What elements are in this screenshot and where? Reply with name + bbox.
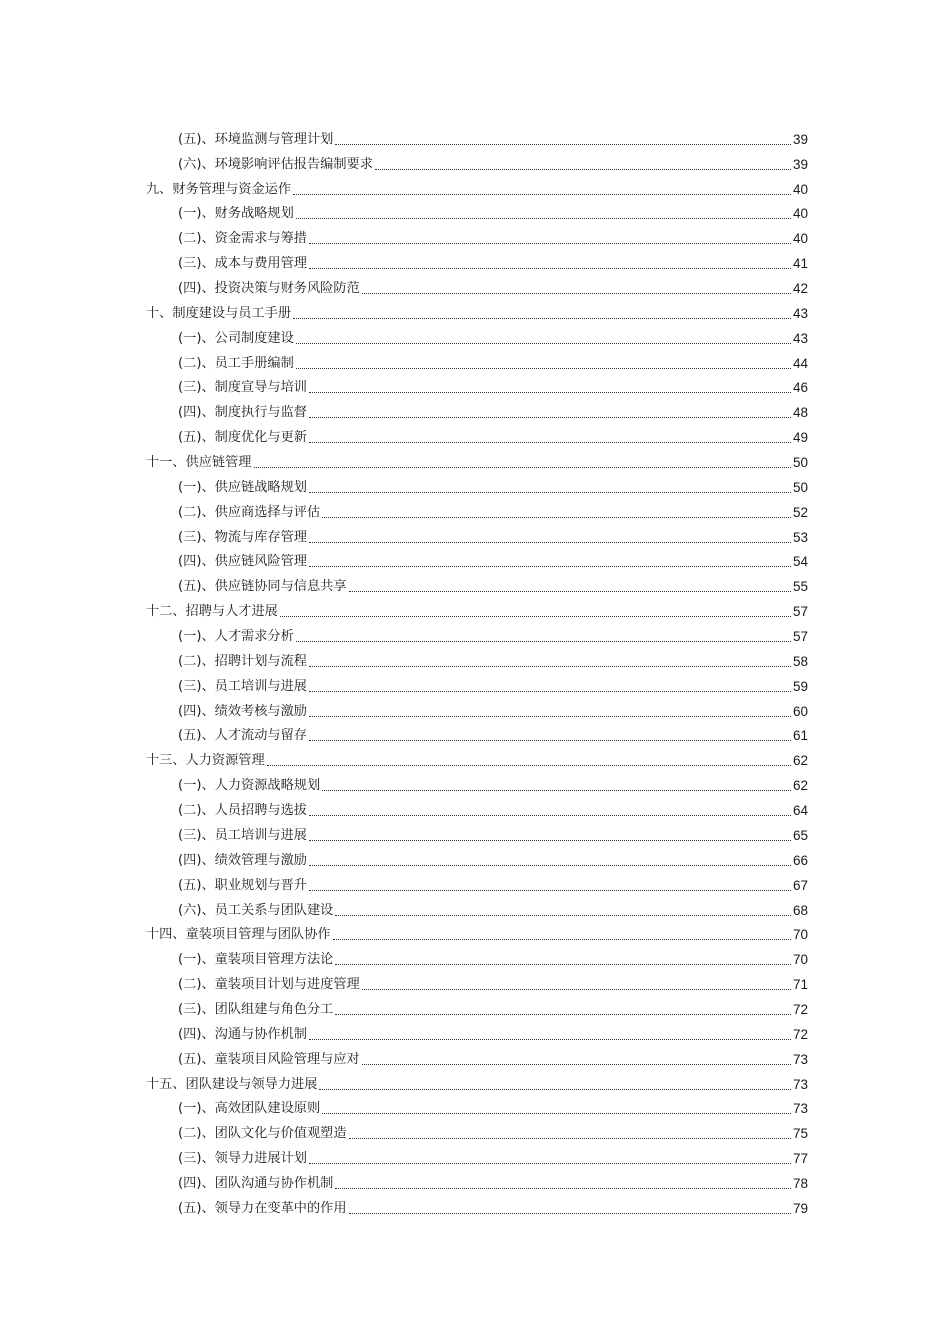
toc-entry-title: (六)、员工关系与团队建设 [178, 902, 334, 918]
toc-page-number: 60 [792, 703, 808, 719]
toc-page-number: 53 [792, 529, 808, 545]
toc-section-entry[interactable] [146, 1143, 808, 1168]
toc-dot-leader [309, 740, 791, 741]
toc-dot-leader [335, 964, 791, 965]
toc-dot-leader [349, 591, 791, 592]
toc-entry-title: 十四、童装项目管理与团队协作 [146, 927, 331, 943]
toc-page-number: 57 [792, 604, 808, 620]
toc-entry-title: (一)、财务战略规划 [178, 206, 294, 222]
toc-section-entry[interactable] [146, 671, 808, 696]
toc-chapter-entry[interactable] [146, 596, 808, 621]
toc-dot-leader [335, 1014, 791, 1015]
toc-page-number: 43 [792, 305, 808, 321]
toc-entry-title: 十五、团队建设与领导力进展 [146, 1076, 318, 1092]
toc-dot-leader [309, 865, 791, 866]
toc-dot-leader [309, 666, 791, 667]
toc-entry-title: (四)、团队沟通与协作机制 [178, 1175, 334, 1191]
toc-entry-title: (三)、领导力进展计划 [178, 1151, 307, 1167]
toc-dot-leader [309, 243, 791, 244]
toc-section-entry[interactable] [146, 1168, 808, 1193]
toc-section-entry[interactable] [146, 795, 808, 820]
toc-section-entry[interactable] [146, 348, 808, 373]
toc-section-entry[interactable] [146, 820, 808, 845]
toc-section-entry[interactable] [146, 1193, 808, 1218]
toc-chapter-entry[interactable] [146, 174, 808, 199]
toc-entry-title: (二)、招聘计划与流程 [178, 653, 307, 669]
toc-page-number: 77 [792, 1151, 808, 1167]
toc-section-entry[interactable] [146, 1044, 808, 1069]
toc-entry-title: (四)、投资决策与财务风险防范 [178, 281, 360, 297]
toc-dot-leader [309, 691, 791, 692]
toc-entry-title: 九、财务管理与资金运作 [146, 181, 292, 197]
toc-entry-title: 十二、招聘与人才进展 [146, 604, 278, 620]
toc-dot-leader [322, 1113, 791, 1114]
toc-page-number: 39 [792, 131, 808, 147]
toc-section-entry[interactable] [146, 770, 808, 795]
toc-section-entry[interactable] [146, 845, 808, 870]
toc-dot-leader [293, 194, 791, 195]
toc-entry-title: (一)、高效团队建设原则 [178, 1101, 321, 1117]
toc-dot-leader [280, 616, 791, 617]
toc-dot-leader [309, 492, 791, 493]
toc-dot-leader [309, 542, 791, 543]
toc-entry-title: (五)、童装项目风险管理与应对 [178, 1051, 360, 1067]
toc-entry-title: (二)、人员招聘与选拔 [178, 803, 307, 819]
toc-page-number: 62 [792, 778, 808, 794]
toc-page-number: 50 [792, 479, 808, 495]
toc-page-number: 79 [792, 1200, 808, 1216]
toc-page-number: 50 [792, 455, 808, 471]
toc-entry-title: (五)、人才流动与留存 [178, 728, 307, 744]
toc-chapter-entry[interactable] [146, 1069, 808, 1094]
toc-entry-title: (二)、资金需求与筹措 [178, 231, 307, 247]
toc-chapter-entry[interactable] [146, 745, 808, 770]
toc-dot-leader [296, 343, 791, 344]
toc-dot-leader [333, 939, 791, 940]
toc-page-number: 75 [792, 1126, 808, 1142]
toc-section-entry[interactable] [146, 223, 808, 248]
toc-entry-title: (二)、团队文化与价值观塑造 [178, 1126, 347, 1142]
toc-dot-leader [267, 765, 791, 766]
toc-entry-title: (三)、员工培训与进展 [178, 827, 307, 843]
toc-section-entry[interactable] [146, 397, 808, 422]
toc-dot-leader [322, 517, 791, 518]
toc-entry-title: (三)、制度宣导与培训 [178, 380, 307, 396]
toc-entry-title: (四)、沟通与协作机制 [178, 1026, 307, 1042]
toc-page-number: 43 [792, 330, 808, 346]
toc-page-number: 58 [792, 653, 808, 669]
toc-page-number: 72 [792, 1026, 808, 1042]
toc-dot-leader [309, 566, 791, 567]
toc-section-entry[interactable] [146, 870, 808, 895]
toc-dot-leader [362, 1064, 791, 1065]
toc-entry-title: (一)、公司制度建设 [178, 330, 294, 346]
toc-section-entry[interactable] [146, 149, 808, 174]
toc-section-entry[interactable] [146, 721, 808, 746]
toc-dot-leader [319, 1089, 791, 1090]
toc-page-number: 70 [792, 927, 808, 943]
toc-page-number: 39 [792, 156, 808, 172]
toc-dot-leader [322, 790, 791, 791]
toc-dot-leader [309, 815, 791, 816]
toc-page-number: 54 [792, 554, 808, 570]
toc-dot-leader [375, 169, 791, 170]
toc-entry-title: (四)、绩效考核与激励 [178, 703, 307, 719]
toc-entry-title: (一)、供应链战略规划 [178, 479, 307, 495]
toc-entry-title: (二)、供应商选择与评估 [178, 504, 321, 520]
table-of-contents [146, 124, 808, 1218]
toc-entry-title: (三)、团队组建与角色分工 [178, 1001, 334, 1017]
toc-dot-leader [296, 218, 791, 219]
toc-page-number: 73 [792, 1076, 808, 1092]
toc-entry-title: (五)、供应链协同与信息共享 [178, 579, 347, 595]
toc-entry-title: (三)、物流与库存管理 [178, 529, 307, 545]
toc-entry-title: (五)、制度优化与更新 [178, 430, 307, 446]
toc-section-entry[interactable] [146, 969, 808, 994]
toc-page-number: 55 [792, 579, 808, 595]
toc-dot-leader [335, 915, 791, 916]
toc-dot-leader [309, 1163, 791, 1164]
toc-page-number: 67 [792, 877, 808, 893]
toc-section-entry[interactable] [146, 895, 808, 920]
toc-section-entry[interactable] [146, 248, 808, 273]
toc-dot-leader [362, 989, 791, 990]
toc-page-number: 72 [792, 1001, 808, 1017]
toc-dot-leader [309, 392, 791, 393]
toc-section-entry[interactable] [146, 571, 808, 596]
toc-page-number: 40 [792, 231, 808, 247]
toc-section-entry[interactable] [146, 944, 808, 969]
toc-section-entry[interactable] [146, 1094, 808, 1119]
toc-section-entry[interactable] [146, 1019, 808, 1044]
toc-page-number: 66 [792, 852, 808, 868]
toc-entry-title: 十、制度建设与员工手册 [146, 305, 292, 321]
toc-entry-title: (六)、环境影响评估报告编制要求 [178, 156, 373, 172]
toc-section-entry[interactable] [146, 621, 808, 646]
toc-dot-leader [309, 268, 791, 269]
toc-entry-title: (五)、领导力在变革中的作用 [178, 1200, 347, 1216]
toc-section-entry[interactable] [146, 124, 808, 149]
toc-dot-leader [362, 293, 791, 294]
toc-entry-title: (二)、童装项目计划与进度管理 [178, 977, 360, 993]
toc-dot-leader [309, 840, 791, 841]
toc-page-number: 48 [792, 405, 808, 421]
toc-entry-title: (一)、童装项目管理方法论 [178, 952, 334, 968]
toc-section-entry[interactable] [146, 373, 808, 398]
toc-dot-leader [309, 417, 791, 418]
toc-page-number: 71 [792, 977, 808, 993]
toc-section-entry[interactable] [146, 199, 808, 224]
toc-dot-leader [349, 1213, 791, 1214]
toc-dot-leader [309, 442, 791, 443]
toc-entry-title: 十三、人力资源管理 [146, 753, 265, 769]
toc-dot-leader [309, 1039, 791, 1040]
toc-page-number: 40 [792, 181, 808, 197]
toc-entry-title: (一)、人才需求分析 [178, 629, 294, 645]
toc-page-number: 49 [792, 430, 808, 446]
toc-page-number: 59 [792, 678, 808, 694]
toc-dot-leader [296, 641, 791, 642]
toc-dot-leader [349, 1138, 791, 1139]
toc-page-number: 46 [792, 380, 808, 396]
toc-page-number: 78 [792, 1175, 808, 1191]
toc-page-number: 42 [792, 281, 808, 297]
toc-page-number: 57 [792, 629, 808, 645]
toc-section-entry[interactable] [146, 994, 808, 1019]
toc-page-number: 61 [792, 728, 808, 744]
toc-section-entry[interactable] [146, 696, 808, 721]
toc-entry-title: (三)、成本与费用管理 [178, 256, 307, 272]
toc-chapter-entry[interactable] [146, 447, 808, 472]
toc-entry-title: (四)、绩效管理与激励 [178, 852, 307, 868]
toc-section-entry[interactable] [146, 323, 808, 348]
toc-entry-title: (三)、员工培训与进展 [178, 678, 307, 694]
toc-page-number: 41 [792, 256, 808, 272]
toc-dot-leader [335, 144, 791, 145]
toc-chapter-entry[interactable] [146, 298, 808, 323]
toc-dot-leader [335, 1188, 791, 1189]
toc-section-entry[interactable] [146, 472, 808, 497]
toc-entry-title: (四)、供应链风险管理 [178, 554, 307, 570]
toc-entry-title: (五)、环境监测与管理计划 [178, 131, 334, 147]
toc-entry-title: (五)、职业规划与晋升 [178, 877, 307, 893]
toc-entry-title: (四)、制度执行与监督 [178, 405, 307, 421]
toc-dot-leader [309, 890, 791, 891]
toc-section-entry[interactable] [146, 547, 808, 572]
toc-dot-leader [254, 467, 791, 468]
toc-section-entry[interactable] [146, 497, 808, 522]
toc-page-number: 68 [792, 902, 808, 918]
toc-entry-title: (二)、员工手册编制 [178, 355, 294, 371]
toc-page-number: 64 [792, 803, 808, 819]
toc-chapter-entry[interactable] [146, 920, 808, 945]
toc-page-number: 62 [792, 753, 808, 769]
toc-section-entry[interactable] [146, 646, 808, 671]
toc-page-number: 40 [792, 206, 808, 222]
toc-page-number: 65 [792, 827, 808, 843]
toc-section-entry[interactable] [146, 522, 808, 547]
toc-section-entry[interactable] [146, 1118, 808, 1143]
toc-section-entry[interactable] [146, 273, 808, 298]
toc-dot-leader [293, 318, 791, 319]
toc-page-number: 70 [792, 952, 808, 968]
toc-entry-title: 十一、供应链管理 [146, 455, 252, 471]
toc-page-number: 73 [792, 1051, 808, 1067]
toc-section-entry[interactable] [146, 422, 808, 447]
toc-entry-title: (一)、人力资源战略规划 [178, 778, 321, 794]
toc-dot-leader [296, 368, 791, 369]
toc-page-number: 73 [792, 1101, 808, 1117]
toc-page-number: 52 [792, 504, 808, 520]
toc-page-number: 44 [792, 355, 808, 371]
toc-dot-leader [309, 716, 791, 717]
